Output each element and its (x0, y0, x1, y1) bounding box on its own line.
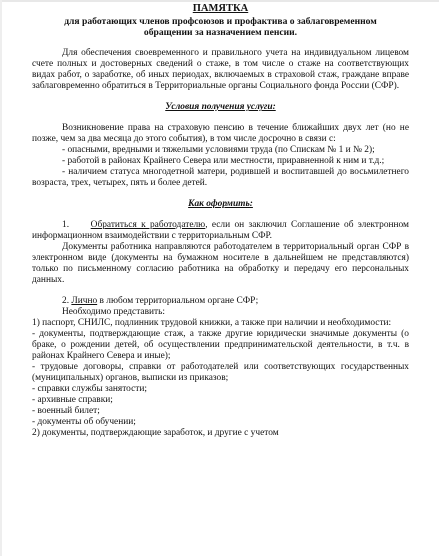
conditions-heading: Условия получения услуги: (165, 102, 276, 112)
how-item-2-number: 2. (62, 296, 70, 306)
how-item-2-underlined: Лично (71, 296, 98, 306)
conditions-item-3: - наличием статуса многодетной матери, родившей и воспитавшей до восьмилетнего возраста, трех, четырех, пять и более детей. (32, 167, 409, 188)
how-item-2 (32, 296, 409, 307)
conditions-item-1: - опасными, вредными и тяжелыми условиями труда (по Спискам № 1 и № 2); (62, 145, 375, 155)
conditions-paragraph: Возникновение права на страховую пенсию в течение ближайших двух лет (но не позже, чем за два месяца до этого события), в том числе досрочно в связи с: (32, 123, 409, 144)
intro-paragraph: Для обеспечения своевременного и правильного учета на индивидуальном лицевом счете полных и достоверных сведений о стаже, в том числе о стаже на соответствующих видах работ, о заработке, об иных периодах, включаемых в страховой стаж, граждане вправе заблаговременно обратиться в Территориальные органы Социального фонда России (СФР). (32, 48, 409, 91)
doc-item-4: - справки службы занятости; (32, 384, 147, 394)
how-item-1-rest: , если он заключил Соглашение об электронном информационном взаимодействии с территориальным СФР. (32, 220, 409, 241)
doc-item-3: - трудовые договоры, справки от работодателей или соответствующих государственных (муниципальных) органов, выписки из приказов; (32, 362, 409, 383)
how-item-1-number: 1. (62, 220, 70, 230)
how-item-1-details: Документы работника направляются работодателем в территориальный орган СФР в электронном виде (документы на бумажном носителе в дальнейшем не представляются) только по письменному согласию работника на обработку и передачу его персональных данных. (32, 242, 409, 285)
document-subtitle (32, 16, 409, 38)
how-item-1-underlined: Обратиться к работодателю (90, 220, 206, 230)
doc-item-6: - военный билет; (32, 406, 100, 416)
doc-item-8: 2) документы, подтверждающие заработок, и другие с учетом (32, 428, 279, 438)
doc-item-2: - документы, подтверждающие стаж, а также другие юридически значимые документы (о браке, о рождении детей, об осуществлении предпринимательской деятельности, в т.ч. в районах Крайнего Севера и иные); (32, 329, 409, 361)
doc-item-7: - документы об обучении; (32, 417, 136, 427)
needed-label: Необходимо представить: (62, 307, 165, 317)
conditions-item-2: - работой в районах Крайнего Севера или местности, приравненной к ним и т.д.; (62, 156, 385, 166)
how-heading: Как оформить: (188, 199, 253, 209)
doc-item-5: - архивные справки; (32, 395, 113, 405)
subtitle-line-1: для работающих членов профсоюзов и профактива о заблаговременном (64, 16, 377, 27)
document-title: ПАМЯТКА (192, 3, 249, 14)
page-left-edge (0, 0, 2, 556)
doc-item-1: 1) паспорт, СНИЛС, подлинник трудовой книжки, а также при наличии и необходимости: (32, 318, 392, 328)
how-item-1 (32, 220, 409, 242)
subtitle-line-2: обращении за назначением пенсии. (143, 27, 298, 38)
page-top-edge (0, 0, 439, 2)
how-item-2-rest: в любом территориальном органе СФР; (97, 296, 259, 306)
